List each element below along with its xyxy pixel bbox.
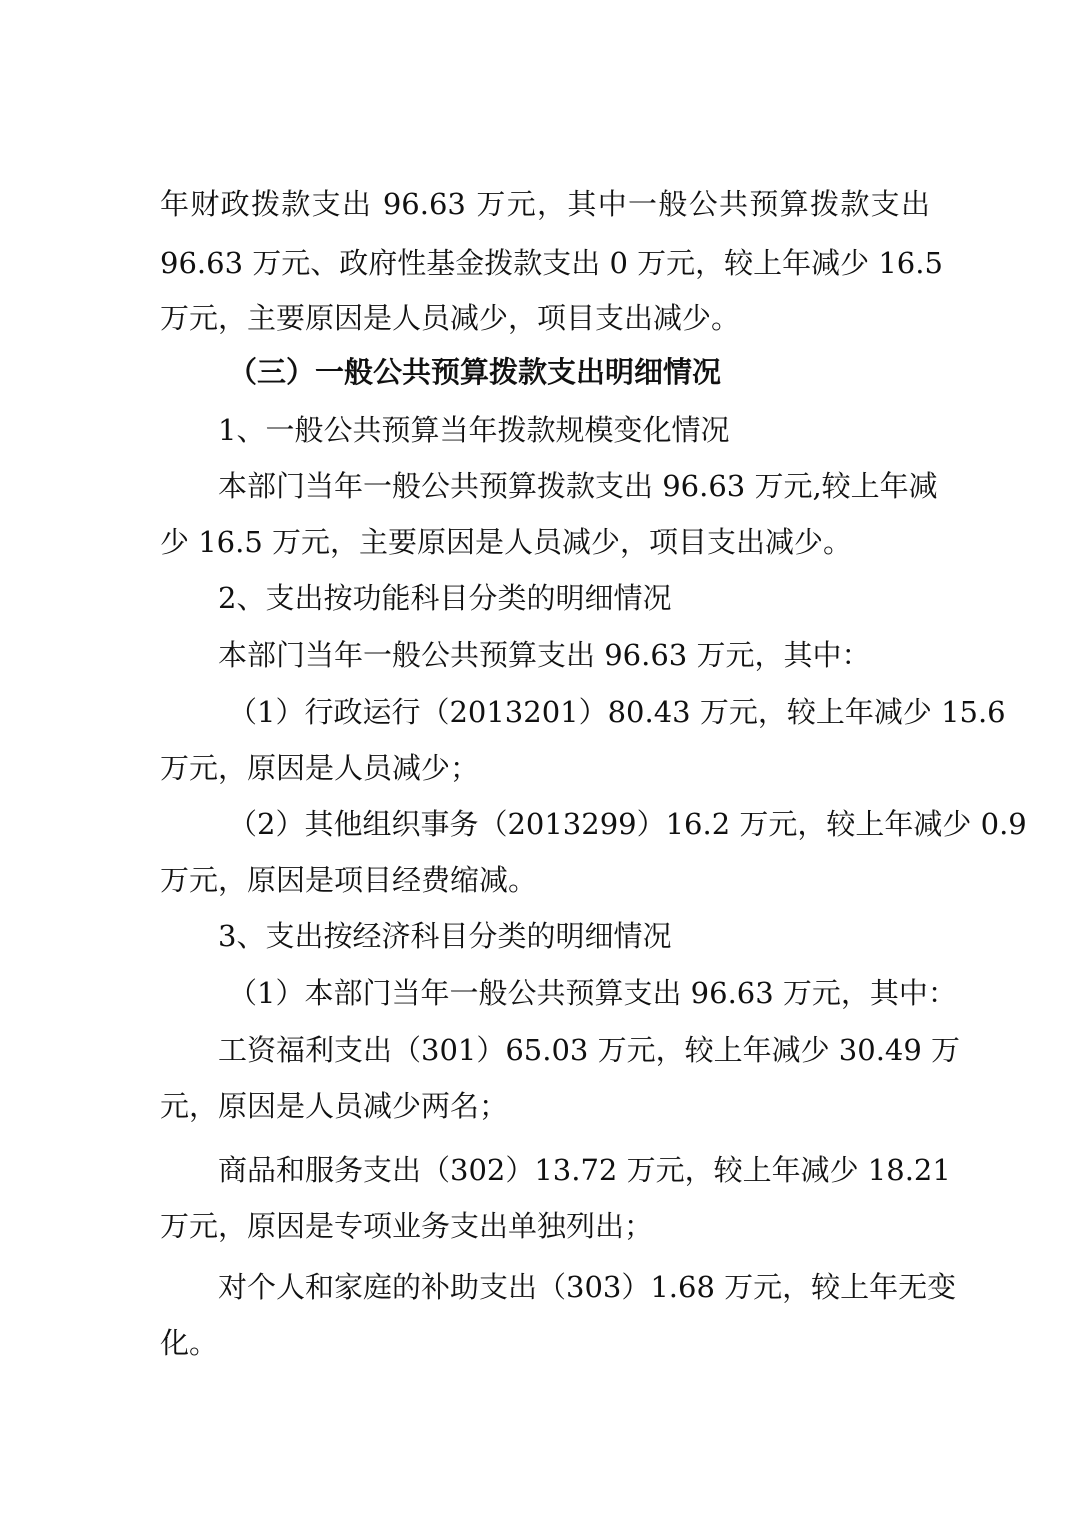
item-title: 3、支出按经济科目分类的明细情况 (218, 919, 672, 953)
paragraph-line: 万元，主要原因是人员减少，项目支出减少。 (160, 301, 741, 335)
paragraph-line: （1）本部门当年一般公共预算支出 96.63 万元，其中： (228, 976, 957, 1010)
paragraph-line: 对个人和家庭的补助支出（303）1.68 万元，较上年无变 (218, 1270, 957, 1304)
paragraph-line: 本部门当年一般公共预算拨款支出 96.63 万元,较上年减 (218, 469, 938, 503)
paragraph-line: 少 16.5 万元，主要原因是人员减少，项目支出减少。 (160, 525, 853, 559)
paragraph-line: 工资福利支出（301）65.03 万元，较上年减少 30.49 万 (218, 1033, 961, 1067)
item-title: 1、一般公共预算当年拨款规模变化情况 (218, 413, 730, 447)
section-heading: （三）一般公共预算拨款支出明细情况 (228, 355, 722, 389)
paragraph-line: 化。 (160, 1326, 219, 1360)
paragraph-line: 元，原因是人员减少两名； (160, 1089, 509, 1123)
paragraph-line: 万元，原因是人员减少； (160, 751, 480, 785)
paragraph-line: 商品和服务支出（302）13.72 万元，较上年减少 18.21 (218, 1153, 951, 1187)
paragraph-line: 96.63 万元、政府性基金拨款支出 0 万元，较上年减少 16.5 (160, 246, 943, 280)
paragraph-line: 本部门当年一般公共预算支出 96.63 万元，其中： (218, 638, 871, 672)
item-title: 2、支出按功能科目分类的明细情况 (218, 581, 672, 615)
paragraph-line: 万元，原因是专项业务支出单独列出； (160, 1209, 654, 1243)
paragraph-line: 年财政拨款支出 96.63 万元，其中一般公共预算拨款支出 (160, 187, 930, 221)
paragraph-line: （1）行政运行（2013201）80.43 万元，较上年减少 15.6 (228, 695, 1006, 729)
paragraph-line: 万元，原因是项目经费缩减。 (160, 863, 538, 897)
paragraph-line: （2）其他组织事务（2013299）16.2 万元，较上年减少 0.9 (228, 807, 1027, 841)
